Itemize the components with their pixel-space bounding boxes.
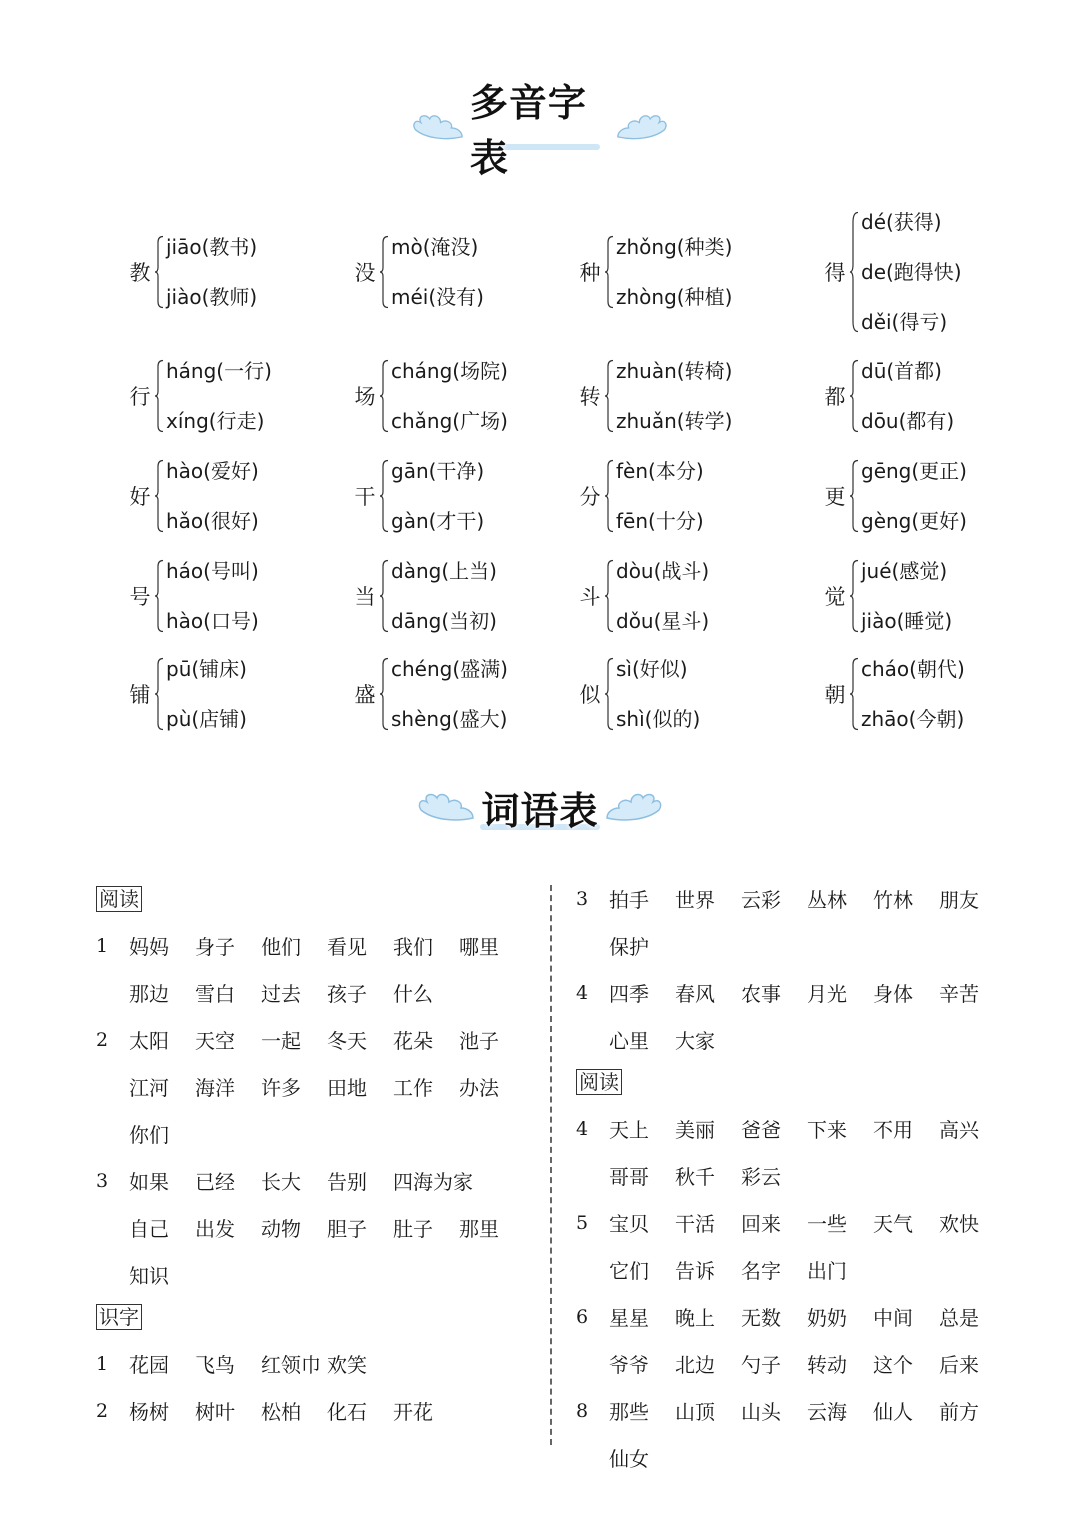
vocab-title-banner (410, 772, 670, 842)
vocab-word: 北边 (675, 1353, 715, 1377)
brace-icon (154, 359, 164, 433)
vocab-word: 花朵 (393, 1029, 433, 1053)
pinyin-reading: dǒu(星斗) (616, 609, 710, 633)
vocab-word: 仙人 (873, 1400, 913, 1424)
vocab-word: 保护 (609, 935, 649, 959)
pinyin-reading: gēng(更正) (861, 459, 967, 483)
section-header: 阅读 (576, 1069, 622, 1095)
polyphone-char: 教 (129, 261, 151, 285)
lesson-number: 5 (576, 1211, 589, 1234)
polyphone-entry (353, 559, 497, 633)
pinyin-reading: xíng(行走) (166, 409, 265, 433)
vocab-row (96, 1204, 525, 1251)
polyphone-entry (823, 210, 962, 334)
polyphone-char: 盛 (354, 683, 376, 707)
vocab-row (96, 1251, 525, 1298)
vocab-row (576, 1105, 1005, 1152)
vocab-word: 身体 (873, 982, 913, 1006)
vocab-word: 山顶 (675, 1400, 715, 1424)
vocab-word: 四海为家 (393, 1170, 473, 1194)
pinyin-reading: gàn(才干) (391, 509, 485, 533)
polyphone-char: 得 (824, 261, 846, 285)
vocab-word: 心里 (609, 1029, 649, 1053)
polyphone-char: 行 (129, 385, 151, 409)
vocab-word: 那些 (609, 1400, 649, 1424)
vocab-row (576, 1246, 1005, 1293)
brace-icon (154, 235, 164, 309)
vocab-word: 海洋 (195, 1076, 235, 1100)
vocab-word: 世界 (675, 888, 715, 912)
vocab-word: 田地 (327, 1076, 367, 1100)
vocab-word: 中间 (873, 1306, 913, 1330)
polyphone-char: 干 (354, 485, 376, 509)
pinyin-reading: zhǒng(种类) (616, 235, 733, 259)
vocab-word: 总是 (939, 1306, 979, 1330)
polyphone-entry (353, 657, 508, 731)
brace-icon (379, 359, 389, 433)
vocab-word: 爸爸 (741, 1118, 781, 1142)
vocab-row (96, 1063, 525, 1110)
brace-icon (604, 235, 614, 309)
vocab-word: 四季 (609, 982, 649, 1006)
polyphone-char: 似 (579, 683, 601, 707)
polyphone-char: 当 (354, 585, 376, 609)
vocab-word: 自己 (129, 1217, 169, 1241)
pinyin-reading: sì(好似) (616, 657, 688, 681)
pinyin-reading: zhuǎn(转学) (616, 409, 733, 433)
vocab-word: 天上 (609, 1118, 649, 1142)
brace-icon (379, 559, 389, 633)
vocab-word: 拍手 (609, 888, 649, 912)
vocab-word: 那里 (459, 1217, 499, 1241)
brace-icon (154, 459, 164, 533)
polyphone-char: 觉 (824, 585, 846, 609)
pinyin-reading: dāng(当初) (391, 609, 497, 633)
polyphone-char: 号 (129, 585, 151, 609)
vocab-row (96, 1110, 525, 1157)
left-wing-icon (410, 108, 464, 146)
vocab-word: 松柏 (261, 1400, 301, 1424)
polyphone-entry (578, 359, 732, 433)
polyphone-title-banner (410, 81, 670, 180)
brace-icon (604, 559, 614, 633)
vocab-word: 工作 (393, 1076, 433, 1100)
vocab-word: 欢快 (939, 1212, 979, 1236)
vocab-word: 高兴 (939, 1118, 979, 1142)
pinyin-reading: hào(口号) (166, 609, 259, 633)
polyphone-title: 多音字表 (469, 81, 587, 180)
vocab-word: 雪白 (195, 982, 235, 1006)
polyphone-entry (823, 459, 967, 533)
polyphone-entry (578, 657, 700, 731)
pinyin-reading: dōu(都有) (861, 409, 955, 433)
vocab-word: 告诉 (675, 1259, 715, 1283)
polyphone-entry (578, 459, 704, 533)
vocab-row (576, 1387, 1005, 1434)
brace-icon (154, 657, 164, 731)
lesson-number: 6 (576, 1305, 589, 1328)
pinyin-reading: dé(获得) (861, 210, 942, 234)
vocab-word: 云海 (807, 1400, 847, 1424)
vocab-word: 宝贝 (609, 1212, 649, 1236)
vocab-word: 出发 (195, 1217, 235, 1241)
pinyin-reading: fēn(十分) (616, 509, 704, 533)
polyphone-entry (353, 235, 484, 309)
pinyin-reading: cháng(场院) (391, 359, 508, 383)
polyphone-entry (128, 235, 257, 309)
vocab-word: 已经 (195, 1170, 235, 1194)
pinyin-reading: jiào(睡觉) (861, 609, 953, 633)
polyphone-entry (128, 559, 259, 633)
vocab-word: 天空 (195, 1029, 235, 1053)
vocab-word: 丛林 (807, 888, 847, 912)
vocab-word: 回来 (741, 1212, 781, 1236)
pinyin-reading: háng(一行) (166, 359, 272, 383)
vocab-word: 告别 (327, 1170, 367, 1194)
vocab-word: 奶奶 (807, 1306, 847, 1330)
vocab-word: 肚子 (393, 1217, 433, 1241)
vocab-word: 出门 (807, 1259, 847, 1283)
lesson-number: 1 (96, 1352, 109, 1375)
polyphone-entry (823, 559, 952, 633)
vocab-word: 竹林 (873, 888, 913, 912)
pinyin-reading: dàng(上当) (391, 559, 497, 583)
vocab-word: 后来 (939, 1353, 979, 1377)
brace-icon (604, 657, 614, 731)
section-header: 识字 (96, 1304, 142, 1330)
vocab-row (96, 1340, 525, 1387)
pinyin-reading: zhāo(今朝) (861, 707, 965, 731)
vocab-word: 孩子 (327, 982, 367, 1006)
brace-icon (849, 210, 859, 334)
polyphone-entry (128, 459, 259, 533)
vocab-word: 胆子 (327, 1217, 367, 1241)
polyphone-entry (823, 657, 965, 731)
polyphone-entry (128, 359, 272, 433)
vocab-word: 春风 (675, 982, 715, 1006)
polyphone-entry (353, 459, 484, 533)
vocab-word: 池子 (459, 1029, 499, 1053)
vocab-word: 树叶 (195, 1400, 235, 1424)
vocab-word: 星星 (609, 1306, 649, 1330)
vocab-word: 妈妈 (129, 935, 169, 959)
vocab-word: 勺子 (741, 1353, 781, 1377)
vocab-row (96, 1016, 525, 1063)
vocab-word: 爷爷 (609, 1353, 649, 1377)
lesson-number: 3 (576, 887, 589, 910)
polyphone-char: 转 (579, 385, 601, 409)
vocab-word: 开花 (393, 1400, 433, 1424)
vocab-word: 化石 (327, 1400, 367, 1424)
pinyin-reading: chéng(盛满) (391, 657, 508, 681)
brace-icon (849, 559, 859, 633)
vocab-word: 彩云 (741, 1165, 781, 1189)
polyphone-char: 铺 (129, 683, 151, 707)
vocab-row (576, 1293, 1005, 1340)
pinyin-reading: zhòng(种植) (616, 285, 733, 309)
left-wing-icon (415, 788, 475, 826)
vocab-word: 一些 (807, 1212, 847, 1236)
vocab-word: 干活 (675, 1212, 715, 1236)
polyphone-char: 没 (354, 261, 376, 285)
pinyin-reading: shèng(盛大) (391, 707, 508, 731)
lesson-number: 3 (96, 1169, 109, 1192)
pinyin-reading: háo(号叫) (166, 559, 259, 583)
vocab-word: 云彩 (741, 888, 781, 912)
vocab-row (96, 922, 525, 969)
vocab-row (576, 969, 1005, 1016)
pinyin-reading: gèng(更好) (861, 509, 967, 533)
vocab-word: 晚上 (675, 1306, 715, 1330)
vocab-right-column (576, 875, 1005, 1481)
pinyin-reading: dòu(战斗) (616, 559, 710, 583)
vocab-row (576, 1434, 1005, 1481)
vocab-word: 红领巾 (261, 1353, 321, 1377)
pinyin-reading: shì(似的) (616, 707, 701, 731)
vocab-row (576, 1152, 1005, 1199)
polyphone-char: 更 (824, 485, 846, 509)
pinyin-reading: mò(淹没) (391, 235, 479, 259)
pinyin-reading: gān(干净) (391, 459, 485, 483)
right-wing-icon (616, 108, 670, 146)
vocab-row (96, 969, 525, 1016)
vocab-word: 哥哥 (609, 1165, 649, 1189)
polyphone-char: 好 (129, 485, 151, 509)
vocab-word: 前方 (939, 1400, 979, 1424)
polyphone-entry (823, 359, 954, 433)
lesson-number: 4 (576, 1117, 589, 1140)
right-wing-icon (605, 788, 665, 826)
pinyin-reading: děi(得亏) (861, 310, 948, 334)
vocab-word: 杨树 (129, 1400, 169, 1424)
brace-icon (154, 559, 164, 633)
brace-icon (604, 459, 614, 533)
pinyin-reading: de(跑得快) (861, 260, 962, 284)
vocab-word: 你们 (129, 1123, 169, 1147)
vocab-word: 不用 (873, 1118, 913, 1142)
polyphone-char: 都 (824, 385, 846, 409)
lesson-number: 1 (96, 934, 109, 957)
brace-icon (379, 235, 389, 309)
vocab-word: 山头 (741, 1400, 781, 1424)
pinyin-reading: cháo(朝代) (861, 657, 965, 681)
polyphone-entry (578, 235, 732, 309)
vocab-row (576, 922, 1005, 969)
brace-icon (604, 359, 614, 433)
vocab-word: 冬天 (327, 1029, 367, 1053)
vocab-word: 知识 (129, 1264, 169, 1288)
polyphone-char: 斗 (579, 585, 601, 609)
lesson-number: 2 (96, 1028, 109, 1051)
vocab-row (576, 1340, 1005, 1387)
section-header: 阅读 (96, 886, 142, 912)
vocab-word: 欢笑 (327, 1353, 367, 1377)
vocab-word: 辛苦 (939, 982, 979, 1006)
polyphone-char: 场 (354, 385, 376, 409)
pinyin-reading: fèn(本分) (616, 459, 704, 483)
vocab-word: 花园 (129, 1353, 169, 1377)
pinyin-reading: hào(爱好) (166, 459, 259, 483)
vocab-word: 长大 (261, 1170, 301, 1194)
vocab-word: 江河 (129, 1076, 169, 1100)
vocab-word: 看见 (327, 935, 367, 959)
polyphone-entry (128, 657, 247, 731)
brace-icon (379, 459, 389, 533)
lesson-number: 8 (576, 1399, 589, 1422)
polyphone-char: 种 (579, 261, 601, 285)
pinyin-reading: jué(感觉) (861, 559, 948, 583)
pinyin-reading: jiāo(教书) (166, 235, 258, 259)
polyphone-entry (353, 359, 508, 433)
vocab-word: 无数 (741, 1306, 781, 1330)
vocab-row (576, 1016, 1005, 1063)
pinyin-reading: chǎng(广场) (391, 409, 508, 433)
column-divider (550, 885, 552, 1445)
vocab-word: 仙女 (609, 1447, 649, 1471)
vocab-word: 太阳 (129, 1029, 169, 1053)
pinyin-reading: zhuàn(转椅) (616, 359, 733, 383)
vocab-word: 名字 (741, 1259, 781, 1283)
vocab-word: 什么 (393, 982, 433, 1006)
vocab-word: 飞鸟 (195, 1353, 235, 1377)
vocab-word: 这个 (873, 1353, 913, 1377)
vocab-word: 动物 (261, 1217, 301, 1241)
pinyin-reading: jiào(教师) (166, 285, 258, 309)
vocab-word: 天气 (873, 1212, 913, 1236)
vocab-word: 如果 (129, 1170, 169, 1194)
vocab-word: 过去 (261, 982, 301, 1006)
vocab-word: 朋友 (939, 888, 979, 912)
pinyin-reading: méi(没有) (391, 285, 484, 309)
vocab-row (96, 1387, 525, 1434)
brace-icon (849, 459, 859, 533)
vocab-word: 月光 (807, 982, 847, 1006)
vocab-word: 一起 (261, 1029, 301, 1053)
pinyin-reading: pù(店铺) (166, 707, 247, 731)
lesson-number: 4 (576, 981, 589, 1004)
vocab-word: 许多 (261, 1076, 301, 1100)
vocab-word: 大家 (675, 1029, 715, 1053)
vocab-row (576, 875, 1005, 922)
vocab-word: 美丽 (675, 1118, 715, 1142)
vocab-word: 办法 (459, 1076, 499, 1100)
vocab-word: 我们 (393, 935, 433, 959)
pinyin-reading: hǎo(很好) (166, 509, 259, 533)
brace-icon (849, 359, 859, 433)
vocab-title: 词语表 (481, 788, 599, 833)
vocab-word: 转动 (807, 1353, 847, 1377)
vocab-row (96, 1157, 525, 1204)
vocab-word: 它们 (609, 1259, 649, 1283)
vocab-row (576, 1199, 1005, 1246)
vocab-word: 那边 (129, 982, 169, 1006)
vocab-word: 农事 (741, 982, 781, 1006)
polyphone-char: 分 (579, 485, 601, 509)
vocab-left-column (96, 880, 525, 1434)
vocab-word: 秋千 (675, 1165, 715, 1189)
polyphone-entry (578, 559, 709, 633)
polyphone-char: 朝 (824, 683, 846, 707)
pinyin-reading: pū(铺床) (166, 657, 247, 681)
lesson-number: 2 (96, 1399, 109, 1422)
pinyin-reading: dū(首都) (861, 359, 942, 383)
brace-icon (379, 657, 389, 731)
vocab-word: 哪里 (459, 935, 499, 959)
vocab-word: 他们 (261, 935, 301, 959)
brace-icon (849, 657, 859, 731)
vocab-word: 下来 (807, 1118, 847, 1142)
vocab-word: 身子 (195, 935, 235, 959)
